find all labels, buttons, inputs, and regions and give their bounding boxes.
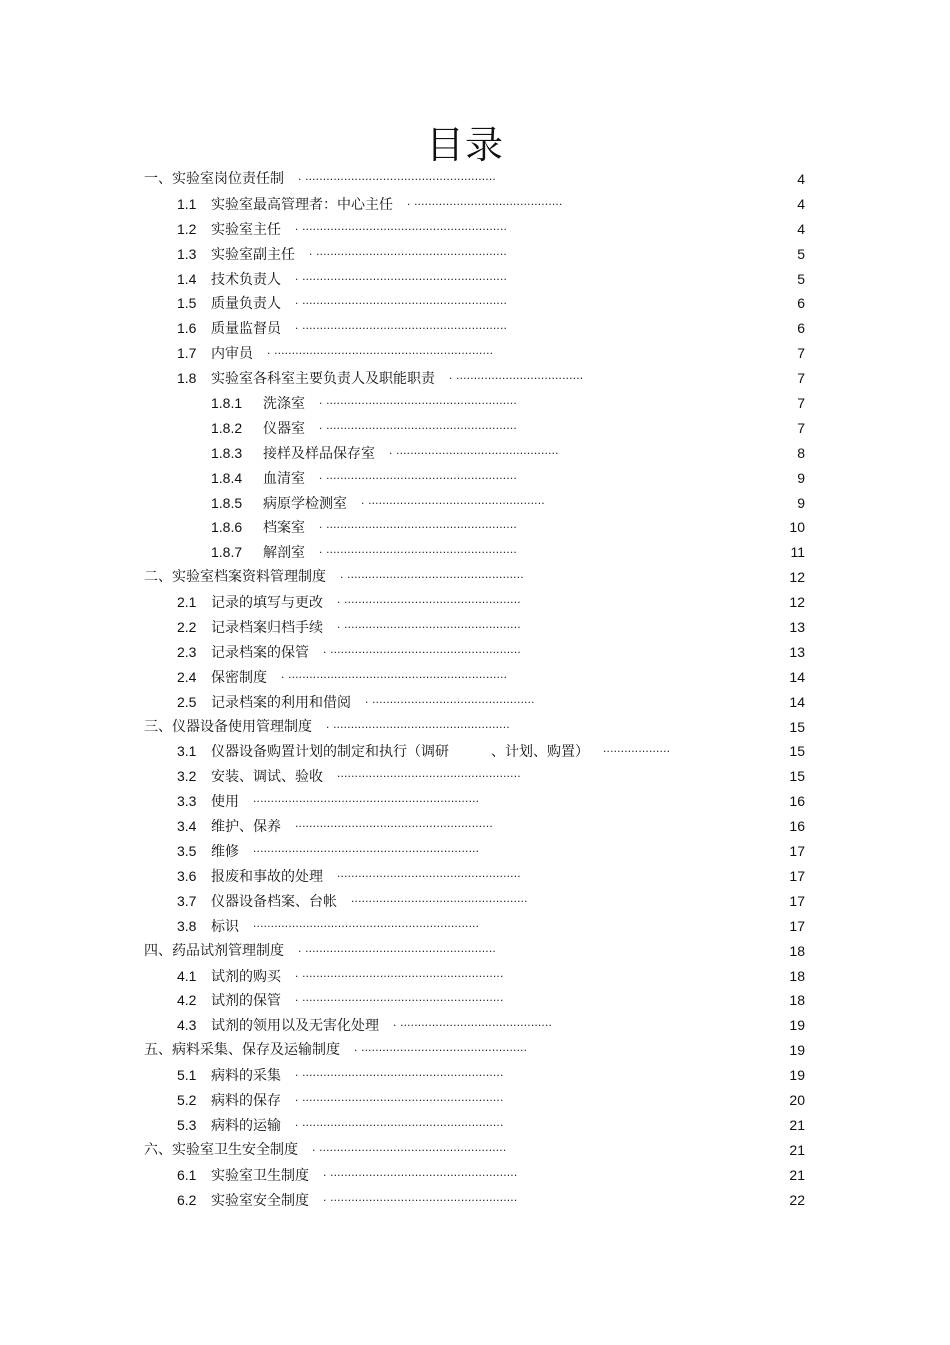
toc-entry-page-number: 6: [797, 320, 805, 337]
toc-entry-text: [177, 914, 239, 940]
toc-entry-number: 2.4: [177, 668, 197, 685]
toc-entry-label: 维护、保养: [211, 819, 281, 836]
page-title: 目录: [425, 123, 504, 167]
toc-entry-page-number: 15: [789, 768, 805, 785]
toc-entry-text: [177, 839, 239, 865]
toc-entry-page-number: 17: [789, 892, 805, 909]
toc-entry-leader-dots: . ..........................................................: [295, 318, 508, 333]
toc-entry-leader-dots: . ......................................................: [319, 467, 517, 482]
toc-entry-label: 记录档案的利用和借阅: [211, 694, 351, 711]
toc-entry-number: 2.5: [177, 693, 197, 710]
toc-entry-leader-dots: . ..............................................................: [281, 666, 508, 681]
toc-entry-page-number: 19: [789, 1067, 805, 1084]
toc-entry-label: 使用: [211, 794, 239, 811]
toc-entry-number: 1.8.1: [211, 395, 243, 412]
toc-entry-number: 1.3: [177, 245, 197, 262]
toc-entry-leader-dots: . ..........................................: [407, 193, 563, 208]
toc-entry-number: 2.1: [177, 594, 197, 611]
toc-entry-number: 3.6: [177, 867, 197, 884]
toc-entry-leader-dots: ........................................................: [295, 816, 493, 831]
toc-entry-text: [144, 939, 284, 964]
toc-entry-label: 实验室最高管理者：中心主任: [211, 196, 393, 213]
toc-entry-page-number: 19: [789, 1042, 805, 1059]
toc-entry-text: [177, 1163, 309, 1189]
toc-entry-number: 1.8.6: [211, 519, 243, 536]
toc-entry-label: 仪器设备档案、台帐: [211, 893, 337, 910]
toc-entry-number: 1.8.2: [211, 419, 243, 436]
toc-entry-label: 质量负责人: [211, 296, 281, 313]
toc-entry-text: [177, 789, 239, 815]
toc-entry-text: [177, 864, 323, 890]
toc-entry-number: 1.7: [177, 345, 197, 362]
toc-entry-leader-dots: . ..................................................: [361, 492, 545, 507]
toc-entry-leader-dots: . ..................................................: [340, 567, 524, 582]
toc-entry-leader-dots: ................................................................: [253, 791, 480, 806]
toc-entry-label: 病料的保存: [211, 1092, 281, 1109]
toc-entry-text: [177, 988, 281, 1014]
toc-entry-leader-dots: . ..................................................: [337, 617, 521, 632]
toc-entry-page-number: 7: [797, 419, 805, 436]
toc-entry-page-number: 5: [797, 245, 805, 262]
toc-entry-label: 实验室各科室主要负责人及职能职责: [211, 371, 435, 388]
toc-entry-text: [177, 964, 281, 990]
toc-entry-number: 1.4: [177, 270, 197, 287]
toc-entry-label: 实验室主任: [211, 221, 281, 238]
toc-entry-number: 3.3: [177, 793, 197, 810]
toc-entry-leader-dots: . ...............................................: [354, 1040, 528, 1055]
toc-entry-leader-dots: ...................: [603, 741, 671, 756]
toc-entry-number: 3.1: [177, 743, 197, 760]
toc-entry-leader-dots: . ......................................................: [309, 243, 507, 258]
toc-entry-leader-dots: . .....................................................: [323, 1164, 518, 1179]
toc-entry-text: [211, 416, 305, 442]
toc-entry-number: 5.3: [177, 1116, 197, 1133]
toc-entry-page-number: 17: [789, 867, 805, 884]
toc-entry-label: 四、药品试剂管理制度: [144, 942, 284, 959]
toc-entry[interactable]: [0, 1188, 950, 1213]
toc-entry-number: 2.2: [177, 619, 197, 636]
toc-entry-page-number: 15: [789, 718, 805, 735]
toc-entry-label: 记录档案的保管: [211, 644, 309, 661]
toc-entry-label: 标识: [211, 918, 239, 935]
toc-entry-leader-dots: ................................................................: [253, 915, 480, 930]
toc-entry-leader-dots: . ..........................................................: [295, 268, 508, 283]
toc-entry-page-number: 14: [789, 668, 805, 685]
toc-entry-leader-dots: . .........................................................: [295, 1089, 504, 1104]
toc-entry-label: 报废和事故的处理: [211, 868, 323, 885]
toc-entry-leader-dots: . .....................................................: [323, 1189, 518, 1204]
toc-entry-number: 3.2: [177, 768, 197, 785]
toc-entry-text: [177, 1063, 281, 1089]
toc-entry-text: [211, 540, 305, 566]
toc-entry-text: [211, 466, 305, 492]
toc-entry-label: 安装、调试、验收: [211, 769, 323, 786]
toc-entry-number: 1.6: [177, 320, 197, 337]
toc-entry-page-number: 8: [797, 444, 805, 461]
toc-entry-leader-dots: . .....................................................: [312, 1139, 507, 1154]
toc-entry-page-number: 17: [789, 917, 805, 934]
toc-entry-leader-dots: . ......................................................: [319, 517, 517, 532]
toc-entry-label: 记录的填写与更改: [211, 595, 323, 612]
toc-entry-page-number: 11: [790, 544, 805, 561]
toc-entry-text: [211, 515, 305, 541]
toc-entry-page-number: 6: [797, 295, 805, 312]
toc-entry-page-number: 9: [797, 469, 805, 486]
toc-entry-label: 内审员: [211, 346, 253, 363]
toc-entry-page-number: 17: [789, 843, 805, 860]
toc-entry-leader-dots: ..................................................: [351, 890, 528, 905]
toc-entry-leader-dots: . .........................................................: [295, 1114, 504, 1129]
toc-entry-text: [177, 1113, 281, 1139]
toc-entry-leader-dots: . ....................................: [449, 368, 584, 383]
toc-entry-number: 3.7: [177, 892, 197, 909]
toc-entry-label: 六、实验室卫生安全制度: [144, 1141, 298, 1158]
toc-entry-page-number: 16: [789, 793, 805, 810]
toc-entry-label: 仪器设备购置计划的制定和执行（调研 、计划、购置）: [211, 744, 589, 761]
toc-entry-page-number: 4: [797, 171, 805, 187]
toc-entry-text: [177, 665, 267, 691]
toc-entry-page-number: 12: [789, 594, 805, 611]
toc-entry-leader-dots: . ..........................................................: [295, 218, 508, 233]
toc-entry-label: 二、实验室档案资料管理制度: [144, 569, 326, 586]
toc-entry-page-number: 13: [789, 643, 805, 660]
toc-entry-text: [177, 217, 281, 243]
toc-entry-page-number: 21: [789, 1141, 805, 1158]
toc-entry-leader-dots: . ..............................................................: [267, 343, 494, 358]
toc-entry-label: 仪器室: [263, 420, 305, 437]
toc-entry-page-number: 9: [797, 494, 805, 511]
toc-entry-page-number: 21: [789, 1116, 805, 1133]
toc-entry-page-number: 18: [789, 967, 805, 984]
toc-entry-page-number: 21: [789, 1166, 805, 1183]
toc-entry-page-number: 10: [789, 519, 805, 536]
toc-entry-page-number: 7: [797, 370, 805, 387]
toc-entry-page-number: 19: [789, 1017, 805, 1034]
toc-entry-number: 1.5: [177, 295, 197, 312]
toc-entry-label: 洗涤室: [263, 396, 305, 413]
toc-entry-number: 1.8.5: [211, 494, 243, 511]
toc-entry-number: 3.4: [177, 818, 197, 835]
toc-entry-text: [177, 590, 323, 616]
toc-entry-text: [144, 167, 284, 192]
toc-entry-page-number: 20: [789, 1091, 805, 1108]
toc-entry-leader-dots: . ..............................................: [389, 442, 559, 457]
toc-entry-page-number: 15: [789, 743, 805, 760]
toc-entry-label: 血清室: [263, 470, 305, 487]
toc-entry-leader-dots: . ..........................................................: [295, 293, 508, 308]
toc-entry-page-number: 4: [797, 220, 805, 237]
toc-entry-label: 五、病料采集、保存及运输制度: [144, 1042, 340, 1059]
toc-entry-label: 试剂的购买: [211, 968, 281, 985]
toc-entry-number: 3.5: [177, 843, 197, 860]
toc-entry-number: 1.8.7: [211, 544, 243, 561]
toc-entry-number: 1.8.4: [211, 469, 243, 486]
toc-entry-number: 1.8: [177, 370, 197, 387]
toc-entry-label: 记录档案归档手续: [211, 620, 323, 637]
toc-entry-leader-dots: . ..................................................: [326, 716, 510, 731]
toc-entry-text: [211, 391, 305, 417]
toc-entry-text: [177, 341, 253, 367]
toc-entry-leader-dots: . ..............................................: [365, 691, 535, 706]
toc-entry-leader-dots: ....................................................: [337, 766, 521, 781]
toc-entry-page-number: 22: [789, 1191, 805, 1208]
toc-entry-number: 5.1: [177, 1067, 197, 1084]
toc-entry-label: 解剖室: [263, 545, 305, 562]
toc-entry-label: 试剂的保管: [211, 993, 281, 1010]
toc-entry-page-number: 7: [797, 345, 805, 362]
toc-entry-leader-dots: . ......................................................: [298, 940, 496, 955]
toc-entry-label: 技术负责人: [211, 271, 281, 288]
toc-entry-page-number: 18: [789, 942, 805, 959]
toc-entry[interactable]: [0, 715, 950, 740]
toc-entry-leader-dots: ....................................................: [337, 865, 521, 880]
toc-entry-label: 接样及样品保存室: [263, 445, 375, 462]
toc-entry-label: 实验室卫生制度: [211, 1167, 309, 1184]
toc-entry-label: 一、实验室岗位责任制: [144, 171, 284, 187]
toc-entry-label: 试剂的领用以及无害化处理: [211, 1018, 379, 1035]
toc-entry-leader-dots: . ......................................................: [298, 169, 496, 183]
toc-entry-number: 1.1: [177, 195, 197, 212]
toc-entry-leader-dots: . ......................................................: [319, 417, 517, 432]
toc-entry-page-number: 14: [789, 693, 805, 710]
toc-entry-leader-dots: ................................................................: [253, 841, 480, 856]
toc-entry-leader-dots: . ......................................................: [323, 641, 521, 656]
toc-entry-text: [144, 1138, 298, 1163]
toc-entry-page-number: 7: [797, 395, 805, 412]
toc-entry-label: 档案室: [263, 520, 305, 537]
toc-entry-text: [144, 565, 326, 590]
toc-entry-text: [177, 1013, 379, 1039]
toc-entry-label: 实验室安全制度: [211, 1192, 309, 1209]
toc-entry-label: 病原学检测室: [263, 495, 347, 512]
toc-entry-label: 维修: [211, 844, 239, 861]
toc-entry-label: 病料的采集: [211, 1068, 281, 1085]
toc-entry-text: [177, 242, 295, 268]
toc-entry-number: 3.8: [177, 917, 197, 934]
toc-entry-leader-dots: . ..................................................: [337, 592, 521, 607]
toc-entry-leader-dots: . .........................................................: [295, 1065, 504, 1080]
toc-entry-page-number: 4: [797, 195, 805, 212]
toc-entry-leader-dots: . .........................................................: [295, 965, 504, 980]
toc-entry-text: [144, 715, 312, 740]
toc-entry-number: 4.1: [177, 967, 197, 984]
toc-entry-page-number: 13: [789, 619, 805, 636]
toc-entry-text: [177, 291, 281, 317]
toc-entry-number: 1.8.3: [211, 444, 243, 461]
toc-entry-number: 2.3: [177, 643, 197, 660]
toc-entry-label: 三、仪器设备使用管理制度: [144, 718, 312, 735]
toc-entry-number: 4.3: [177, 1017, 197, 1034]
toc-entry-label: 病料的运输: [211, 1117, 281, 1134]
toc-entry-number: 6.1: [177, 1166, 197, 1183]
toc-entry-text: [177, 267, 281, 293]
toc-entry-label: 质量监督员: [211, 321, 281, 338]
toc-entry-leader-dots: . ......................................................: [319, 393, 517, 408]
table-of-contents: [0, 167, 950, 1212]
toc-entry-label: 实验室副主任: [211, 246, 295, 263]
toc-entry-leader-dots: . ...........................................: [393, 1015, 553, 1030]
toc-entry-page-number: 18: [789, 992, 805, 1009]
toc-entry-text: [177, 690, 351, 716]
toc-entry-number: 6.2: [177, 1191, 197, 1208]
toc-entry-number: 4.2: [177, 992, 197, 1009]
toc-entry-number: 1.2: [177, 220, 197, 237]
toc-entry-text: [177, 615, 323, 641]
toc-entry-leader-dots: . ......................................................: [319, 542, 517, 557]
toc-entry-page-number: 12: [789, 569, 805, 586]
toc-entry-leader-dots: . .........................................................: [295, 990, 504, 1005]
toc-entry-page-number: 5: [797, 270, 805, 287]
toc-entry-text: [177, 316, 281, 342]
toc-entry-text: [177, 1188, 309, 1214]
toc-entry-label: 保密制度: [211, 669, 267, 686]
toc-entry-number: 5.2: [177, 1091, 197, 1108]
toc-entry-page-number: 16: [789, 818, 805, 835]
toc-entry-text: [177, 1088, 281, 1114]
